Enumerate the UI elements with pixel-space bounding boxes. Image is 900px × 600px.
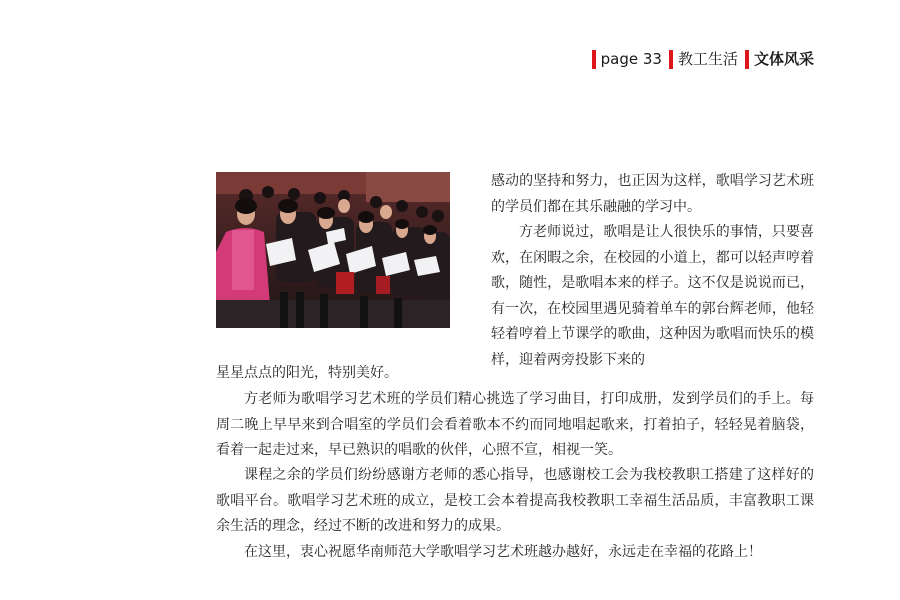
choir-rehearsal-photo bbox=[216, 172, 450, 328]
paragraph-continued: 感动的坚持和努力，也正因为这样，歌唱学习艺术班的学员们都在其乐融融的学习中。 bbox=[491, 173, 814, 215]
paragraph-singing-joy-end: 星星点点的阳光，特别美好。 bbox=[216, 365, 398, 381]
photo-illustration bbox=[216, 172, 450, 328]
paragraph-wishes: 在这里，衷心祝愿华南师范大学歌唱学习艺术班越办越好，永远走在幸福的花路上！ bbox=[244, 544, 762, 560]
red-marker-bar bbox=[669, 50, 673, 69]
section-title: 教工生活 bbox=[677, 50, 738, 68]
page-number: page 33 bbox=[600, 50, 662, 68]
red-marker-bar bbox=[745, 50, 749, 69]
red-marker-bar bbox=[592, 50, 596, 69]
page-header bbox=[592, 49, 814, 69]
paragraph-singing-joy: 方老师说过，歌唱是让人很快乐的事情，只要喜欢，在闲暇之余，在校园的小道上，都可以轻声哼着歌，随性，是歌唱本来的样子。这不仅是说说而已，有一次，在校园里遇见骑着单车的郭台辉老师，他轻轻着哼着上节课学的歌曲，这种因为歌唱而快乐的模样，迎着两旁投影下来的 bbox=[491, 224, 814, 368]
paragraph-song-selection: 方老师为歌唱学习艺术班的学员们精心挑选了学习曲目，打印成册，发到学员们的手上。每周二晚上早早来到合唱室的学员们会看着歌本不约而同地唱起歌来，打着拍子，轻轻晃着脑袋，看着一起走过来，早已熟识的唱歌的伙伴，心照不宣，相视一笑。 bbox=[216, 391, 814, 459]
paragraph-thanks: 课程之余的学员们纷纷感谢方老师的悉心指导，也感谢校工会为我校教职工搭建了这样好的歌唱平台。歌唱学习艺术班的成立，是校工会本着提高我校教职工幸福生活品质，丰富教职工课余生活的理念，经过不断的改进和努力的成果。 bbox=[216, 467, 814, 535]
subsection-title: 文体风采 bbox=[753, 50, 814, 68]
